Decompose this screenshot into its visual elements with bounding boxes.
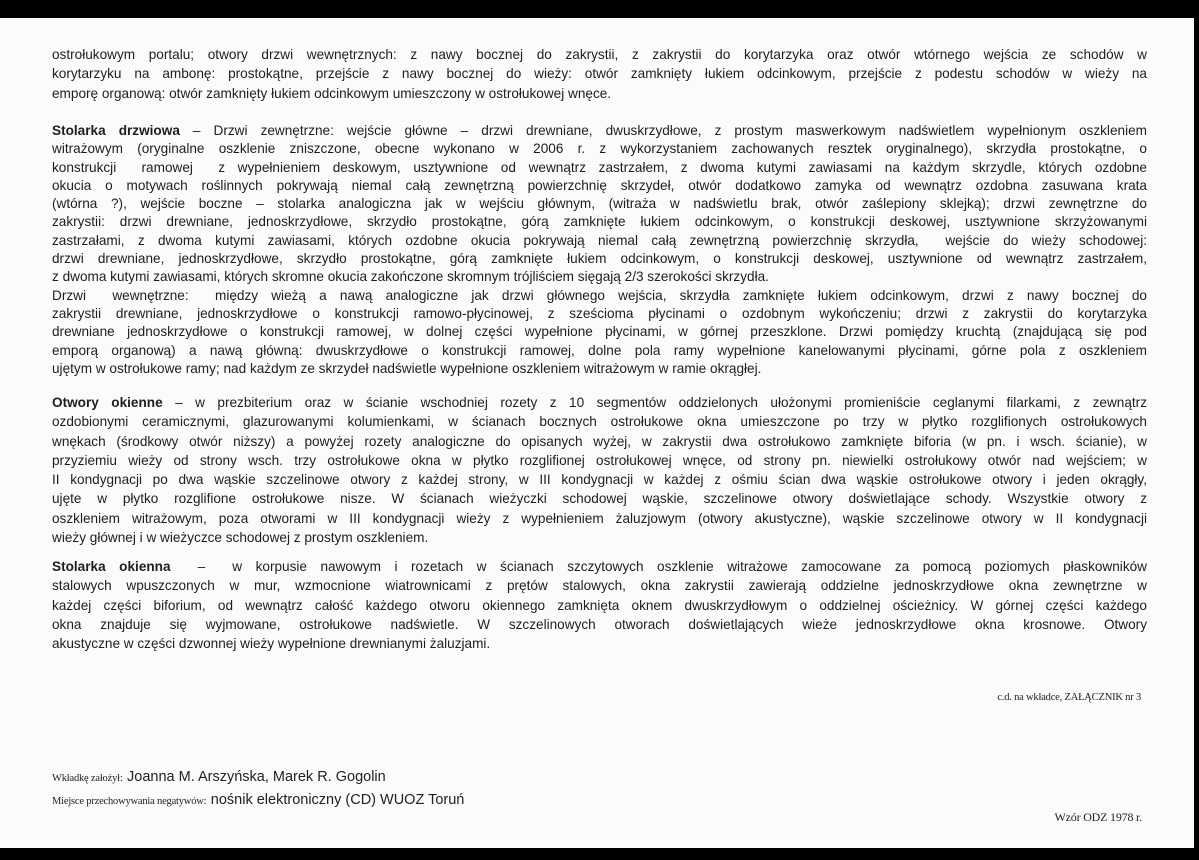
text-line-content: zakrystii drewniane, jednoskrzydłowe o konstrukcji ramowo-płycinowej, z sześcioma płycinami o ozdobnym wykończeniu; drzwi z zakrystii do korytarzyka bbox=[52, 305, 1147, 321]
author-value: Joanna M. Arszyńska, Marek R. Gogolin bbox=[127, 769, 386, 785]
text-line bbox=[52, 84, 1147, 103]
text-line bbox=[52, 412, 1147, 431]
text-line-content: drewniane jednoskrzydłowe o konstrukcji ramowej, w dolnej części wypełnione płycinami, w górnej przeszklone. Drzwi pomiędzy kruchtą (znajdującą się pod bbox=[52, 324, 1147, 340]
section-heading: Stolarka drzwiowa bbox=[52, 123, 180, 138]
text-line bbox=[52, 159, 1147, 177]
paragraph-portal-openings bbox=[52, 45, 1147, 103]
storage-line bbox=[52, 791, 464, 809]
text-line-content: – w prezbiterium oraz w ścianie wschodniej rozety z 10 segmentów oddzielonych ułożonymi promieniście ceglanymi filarkami, z zewnątrz bbox=[162, 395, 1147, 410]
text-line-content: konstrukcji ramowej z wypełnieniem deskowym, usztywnione od wewnątrz zastrzałem, z dwoma kutymi zawiasami na każdym skrzydle, których ozdobne bbox=[52, 159, 1147, 175]
text-line bbox=[52, 305, 1147, 323]
text-line bbox=[52, 268, 1147, 286]
text-line-content: Drzwi wewnętrzne: między wieżą a nawą analogiczne jak drzwi głównego wejścia, skrzydła zamknięte łukiem odcinkowym, drzwi z nawy bocznej do bbox=[52, 287, 1147, 303]
section-heading: Otwory okienne bbox=[52, 395, 163, 410]
text-line bbox=[52, 576, 1147, 595]
paragraph-window-openings bbox=[52, 393, 1147, 547]
paragraph-door-joinery bbox=[52, 122, 1147, 378]
text-line-content: – Drzwi zewnętrzne: wejście główne – drzwi drewniane, dwuskrzydłowe, z prostym maswerkowym nadświetlem wypełnionym oszkleniem bbox=[179, 123, 1147, 138]
paragraph-window-joinery bbox=[52, 557, 1147, 653]
text-line bbox=[52, 393, 1147, 412]
continuation-note: c.d. na wkładce, ZAŁĄCZNIK nr 3 bbox=[997, 692, 1141, 703]
text-line-content: (wtórna ?), wejście boczne – stolarka analogiczna jak w wejściu głównym, (witraża w nadświetlu brak, otwór zaślepiony sklejką); drzwi zewnętrzne do bbox=[52, 196, 1147, 212]
text-line-content: zakrystii: drzwi drewniane, jednoskrzydłowe, skrzydło prostokątne, górą zamknięte łukiem odcinkowym, o konstrukcji deskowej, usztywnione skrzyżowanymi bbox=[52, 214, 1147, 230]
storage-label: Miejsce przechowywania negatywów: bbox=[52, 796, 207, 807]
text-line bbox=[52, 232, 1147, 250]
text-line-content: zastrzałami, z dwoma kutymi zawiasami, których ozdobne okucia pokrywają niemal całą zewnętrzną powierzchnię skrzydła, wejście do wieży schodowej: bbox=[52, 232, 1147, 248]
text-line-content: akustyczne w części dzwonnej wieży wypełnione drewnianymi żaluzjami. bbox=[52, 636, 491, 652]
text-line-content: drzwi drewniane, jednoskrzydłowe, skrzydło prostokątne, górą zamknięte łukiem odcinkowym, o konstrukcji deskowej, usztywnione od wewnątrz zastrzałem, bbox=[52, 251, 1147, 267]
text-line-content: emporą organową) a nawą główną: dwuskrzydłowe o konstrukcji ramowej, dolne pola ramy wypełnione kanelowanymi płycinami, górne pola z oszkleniem bbox=[52, 342, 1147, 358]
text-line bbox=[52, 45, 1147, 64]
text-line bbox=[52, 64, 1147, 83]
text-line bbox=[52, 432, 1147, 451]
text-line bbox=[52, 323, 1147, 341]
text-line bbox=[52, 596, 1147, 615]
text-line-content: II kondygnacji po dwa wąskie szczelinowe otwory z każdej strony, w III kondygnacji w każdej z ośmiu ścian dwa wąskie ostrołukowe otwory i jeden okrągły, bbox=[52, 472, 1147, 488]
text-line-content: witrażowym (oryginalne oszklenie zniszczone, obecne wykonano w 2006 r. z wykorzystaniem zachowanych resztek oryginalnego), skrzydła prostokątne, o bbox=[52, 141, 1147, 157]
text-line bbox=[52, 287, 1147, 305]
section-heading: Stolarka okienna bbox=[52, 559, 171, 574]
document-page bbox=[0, 18, 1194, 848]
text-line-content: wieży głównej i w wieżyczce schodowej z prostym oszkleniem. bbox=[52, 530, 429, 546]
text-line-content: przyziemiu wieży od strony wsch. trzy ostrołukowe okna w płytko rozglifionej ostrołukowej wnęce, od strony pn. niewielki ostrołukowy otwór nad wejściem; w bbox=[52, 452, 1147, 468]
text-line-content: wnękach (środkowy otwór niższy) a powyżej rozety analogiczne do opisanych wyżej, w zakrystii dwa ostrołukowo zamknięte biforia (w pn. i wsch. ścianie), w bbox=[52, 433, 1147, 449]
text-line bbox=[52, 470, 1147, 489]
text-line bbox=[52, 213, 1147, 231]
text-line bbox=[52, 489, 1147, 508]
text-line bbox=[52, 509, 1147, 528]
text-line-content: ostrołukowym portalu; otwory drzwi wewnętrznych: z nawy bocznej do zakrystii, z zakrystii do korytarzyka oraz otwór wtórnego wejścia ze schodów w bbox=[52, 47, 1147, 62]
author-label: Wkładkę założył: bbox=[52, 773, 123, 784]
storage-value: nośnik elektroniczny (CD) WUOZ Toruń bbox=[210, 792, 465, 808]
text-line-content: z dwoma kutymi zawiasami, których skromne okucia zakończone skromnym trójliściem sięgają 2/3 szerokości skrzydła. bbox=[52, 269, 769, 285]
text-line bbox=[52, 451, 1147, 470]
text-line bbox=[52, 195, 1147, 213]
text-line-content: – w korpusie nawowym i rozetach w ścianach szczytowych oszklenie witrażowe zamocowane za pomocą poziomych płaskowników bbox=[170, 559, 1147, 574]
text-line bbox=[52, 342, 1147, 360]
text-line-content: okucia o motywach roślinnych pokrywają niemal całą zewnętrzną powierzchnię skrzydeł, otwór dodatkowo zamyka od wewnątrz ozdobna zasuwana krata bbox=[52, 177, 1147, 193]
text-line bbox=[52, 122, 1147, 140]
text-line bbox=[52, 634, 1147, 653]
text-line bbox=[52, 615, 1147, 634]
text-line bbox=[52, 360, 1147, 378]
text-line-content: ozdobionymi ceramicznymi, glazurowanymi kolumienkami, w ścianach bocznych ostrołukowe okna umieszczone po trzy w płytko rozglifionych ostrołukowych bbox=[52, 414, 1147, 430]
text-line-content: każdej części biforium, od wewnątrz całość każdego otworu okiennego zamknięta oknem dwuskrzydłowym o oddzielnej ościeżnicy. W górnej części każdego bbox=[52, 597, 1147, 613]
text-line-content: ujęte w płytko rozglifione ostrołukowe nisze. W ścianach wieżyczki schodowej wąskie, szczelinowe otwory doświetlające schody. Wszystkie otwory z bbox=[52, 491, 1147, 507]
text-line bbox=[52, 177, 1147, 195]
text-line-content: stalowych wpuszczonych w mur, wzmocnione wiatrownicami z prętów stalowych, okna zakrystii zawierają oddzielne jednoskrzydłowe okna zewnętrzne w bbox=[52, 578, 1147, 594]
text-line-content: emporę organową: otwór zamknięty łukiem odcinkowym umieszczony w ostrołukowej wnęce. bbox=[52, 85, 612, 101]
author-line bbox=[52, 768, 386, 786]
text-line-content: okna znajduje się wyjmowane, ostrołukowe nadświetle. W szczelinowych otworach doświetlających wieże jednoskrzydłowe okna krosnowe. Otwory bbox=[52, 616, 1147, 632]
text-line-content: ujętym w ostrołukowe ramy; nad każdym ze skrzydeł nadświetle wypełnione oszkleniem witrażowym w ramie okrągłej. bbox=[52, 360, 762, 376]
text-line bbox=[52, 557, 1147, 576]
text-line bbox=[52, 250, 1147, 268]
form-template-label: Wzór ODZ 1978 r. bbox=[1054, 810, 1142, 824]
text-line bbox=[52, 528, 1147, 547]
text-line-content: korytarzyku na ambonę: prostokątne, przejście z nawy bocznej do wieży: otwór zamknięty łukiem odcinkowym, przejście z podestu schodów w wieży na bbox=[52, 66, 1147, 82]
text-line-content: oszkleniem witrażowym, poza otworami w III kondygnacji wieży z wypełnieniem żaluzjowym (otwory akustyczne), wąskie szczelinowe otwory w II kondygnacji bbox=[52, 510, 1147, 526]
text-line bbox=[52, 140, 1147, 158]
